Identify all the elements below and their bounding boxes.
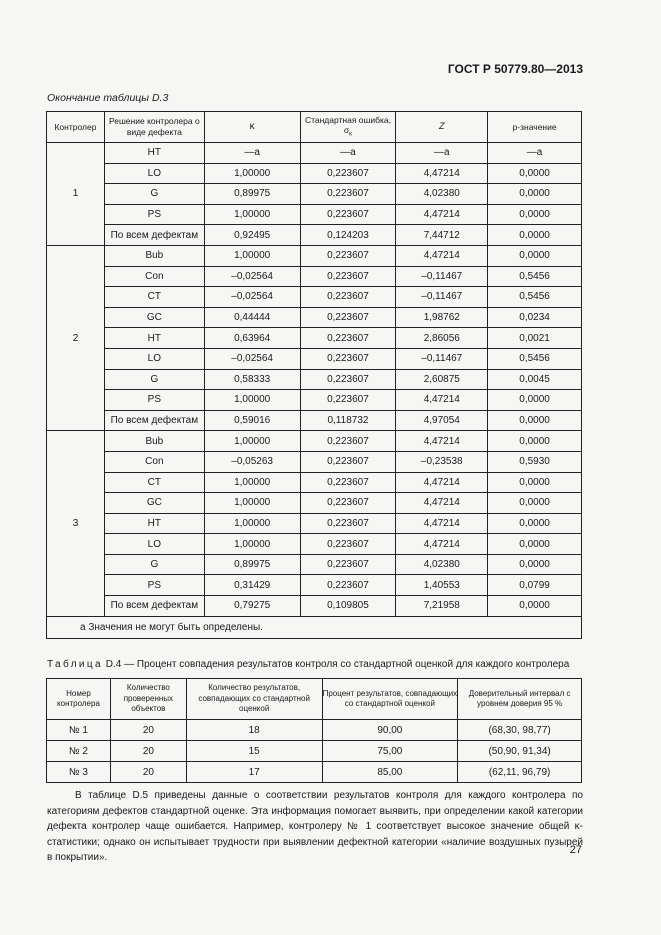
table-cell: LO	[104, 534, 204, 555]
header-decision: Решение контролера о виде дефекта	[104, 112, 204, 143]
table-cell: НТ	[104, 513, 204, 534]
table-cell: 0,223607	[300, 493, 396, 514]
table-cell: (62,11, 96,79)	[458, 762, 582, 783]
table-cell: 0,223607	[300, 472, 396, 493]
table-cell: 1,40553	[396, 575, 488, 596]
header-std-error-label: Стандартная ошибка, σ	[304, 114, 391, 136]
header-std-error-sub: κ	[349, 131, 353, 138]
table-row	[47, 472, 582, 493]
table-cell: 0,0000	[488, 596, 582, 617]
table-row	[47, 163, 582, 184]
table-row	[47, 741, 582, 762]
controller-cell: 3	[47, 431, 105, 616]
controller-cell: 2	[47, 245, 105, 430]
table-cell: 1,00000	[204, 163, 300, 184]
table-cell: –0,02564	[204, 266, 300, 287]
table-cell: 0,44444	[204, 307, 300, 328]
table-cell: 0,0000	[488, 534, 582, 555]
table-cell: 0,0045	[488, 369, 582, 390]
table-cell: 75,00	[322, 741, 458, 762]
paragraph-text: В таблице D.5 приведены данные о соответствии результатов контроля для каждого контролера по категориям дефектов стандартной оценке. Эта информация помогает выявить, при определении какой категории дефекта контролер чаще ошибается. Например, контролеру № 1 соответствует высокое значение общей κ-статистики; однако он испытывает трудности при выявлении дефектной категории «наличие воздушных пузырей в покрытии».	[47, 790, 583, 863]
table4-header-row	[47, 679, 582, 720]
table-row	[47, 369, 582, 390]
table3-caption: Окончание таблицы D.3	[47, 92, 169, 104]
table-cell: 0,0000	[488, 184, 582, 205]
table-cell: 1,00000	[204, 493, 300, 514]
table-cell: 0,5456	[488, 266, 582, 287]
table-cell: 2,60875	[396, 369, 488, 390]
table-cell: –0,02564	[204, 348, 300, 369]
table-cell: 0,223607	[300, 245, 396, 266]
table-cell: 0,109805	[300, 596, 396, 617]
table-cell: –0,11467	[396, 266, 488, 287]
table-cell: 7,21958	[396, 596, 488, 617]
table-cell: 0,223607	[300, 451, 396, 472]
table-cell: 0,0000	[488, 554, 582, 575]
table-row	[47, 410, 582, 431]
table-cell: 1,00000	[204, 431, 300, 452]
table-row	[47, 762, 582, 783]
table-d3	[46, 111, 582, 639]
table-cell: 0,92495	[204, 225, 300, 246]
table-cell: 0,0234	[488, 307, 582, 328]
table-cell: 20	[110, 741, 186, 762]
table-cell: 0,0000	[488, 493, 582, 514]
table-cell: № 2	[47, 741, 111, 762]
table-cell: 0,58333	[204, 369, 300, 390]
table-cell: 0,223607	[300, 266, 396, 287]
table-cell: Con	[104, 451, 204, 472]
table4-caption-text: D.4 — Процент совпадения результатов контроля со стандартной оценкой для каждого контролера	[105, 659, 570, 670]
table-cell: 0,223607	[300, 348, 396, 369]
table-row	[47, 513, 582, 534]
table-cell: —а	[300, 143, 396, 164]
table-cell: 0,223607	[300, 307, 396, 328]
table4-caption-label: Таблица	[47, 659, 104, 670]
t4-header-count: Количество проверенных объектов	[110, 679, 186, 720]
table-cell: 4,47214	[396, 472, 488, 493]
table-cell: 0,79275	[204, 596, 300, 617]
t4-header-percent: Процент результатов, совпадающих со стандартной оценкой	[322, 679, 458, 720]
table-cell: По всем дефектам	[104, 225, 204, 246]
table-cell: № 1	[47, 720, 111, 741]
table-cell: 4,47214	[396, 534, 488, 555]
table-cell: 0,0000	[488, 431, 582, 452]
t4-header-matches: Количество результатов, совпадающих со стандартной оценкой	[186, 679, 322, 720]
table-cell: —а	[488, 143, 582, 164]
t4-header-interval: Доверительный интервал с уровнем доверия 95 %	[458, 679, 582, 720]
table-cell: 18	[186, 720, 322, 741]
table-cell: По всем дефектам	[104, 410, 204, 431]
table-cell: 90,00	[322, 720, 458, 741]
page-number: 27	[569, 844, 582, 856]
table-cell: 0,124203	[300, 225, 396, 246]
table3-footnote-row	[47, 616, 582, 638]
table-cell: GC	[104, 493, 204, 514]
body-paragraph	[47, 788, 583, 866]
table-cell: 1,00000	[204, 472, 300, 493]
table-cell: 0,223607	[300, 287, 396, 308]
table-cell: G	[104, 184, 204, 205]
table-row	[47, 720, 582, 741]
table-cell: 20	[110, 762, 186, 783]
table-cell: 0,0000	[488, 163, 582, 184]
table-cell: 0,223607	[300, 431, 396, 452]
table-cell: CT	[104, 287, 204, 308]
table-cell: 4,47214	[396, 245, 488, 266]
table-row	[47, 245, 582, 266]
header-kappa: κ	[204, 112, 300, 143]
table-row	[47, 266, 582, 287]
table-cell: По всем дефектам	[104, 596, 204, 617]
table-cell: 0,223607	[300, 554, 396, 575]
table-cell: CT	[104, 472, 204, 493]
table-row	[47, 431, 582, 452]
table-cell: 4,47214	[396, 163, 488, 184]
header-p-value: р-значение	[488, 112, 582, 143]
table-row	[47, 451, 582, 472]
table-cell: LO	[104, 163, 204, 184]
document-id: ГОСТ Р 50779.80—2013	[447, 62, 583, 76]
table-cell: –0,02564	[204, 287, 300, 308]
table-row	[47, 554, 582, 575]
controller-cell: 1	[47, 143, 105, 246]
table-row	[47, 534, 582, 555]
table-cell: 20	[110, 720, 186, 741]
table-cell: 0,0000	[488, 245, 582, 266]
table-cell: 0,223607	[300, 513, 396, 534]
table-cell: 0,0000	[488, 390, 582, 411]
table3-footnote: а Значения не могут быть определены.	[47, 616, 582, 638]
table-cell: 0,89975	[204, 184, 300, 205]
table-row	[47, 493, 582, 514]
table-cell: 4,47214	[396, 493, 488, 514]
table-cell: 0,59016	[204, 410, 300, 431]
table-cell: 0,89975	[204, 554, 300, 575]
table-cell: 0,5456	[488, 287, 582, 308]
table-cell: 0,0799	[488, 575, 582, 596]
table-cell: 17	[186, 762, 322, 783]
table-cell: 0,223607	[300, 163, 396, 184]
table-cell: –0,05263	[204, 451, 300, 472]
table-cell: 1,00000	[204, 534, 300, 555]
table-cell: 0,5456	[488, 348, 582, 369]
table-row	[47, 390, 582, 411]
table-cell: 4,47214	[396, 513, 488, 534]
t4-header-number: Номер контролера	[47, 679, 111, 720]
table-cell: Con	[104, 266, 204, 287]
header-std-error	[300, 112, 396, 143]
table-cell: 0,63964	[204, 328, 300, 349]
header-z: Z	[396, 112, 488, 143]
table-cell: (50,90, 91,34)	[458, 741, 582, 762]
table-cell: 1,00000	[204, 390, 300, 411]
table-cell: 1,00000	[204, 513, 300, 534]
table-cell: 85,00	[322, 762, 458, 783]
table-cell: G	[104, 554, 204, 575]
table-cell: PS	[104, 204, 204, 225]
table3-header-row	[47, 112, 582, 143]
table-cell: № 3	[47, 762, 111, 783]
table-cell: Bub	[104, 245, 204, 266]
table-cell: НТ	[104, 143, 204, 164]
table-row	[47, 225, 582, 246]
table-cell: —а	[204, 143, 300, 164]
table-cell: 0,0000	[488, 225, 582, 246]
table-row	[47, 348, 582, 369]
table-cell: 15	[186, 741, 322, 762]
table-cell: –0,11467	[396, 287, 488, 308]
table-cell: 0,0000	[488, 410, 582, 431]
table-cell: 4,02380	[396, 554, 488, 575]
table-cell: 4,47214	[396, 431, 488, 452]
table4-caption	[47, 659, 569, 670]
table-cell: 4,02380	[396, 184, 488, 205]
table-row	[47, 328, 582, 349]
table-cell: GC	[104, 307, 204, 328]
table-cell: 0,223607	[300, 204, 396, 225]
table-cell: (68,30, 98,77)	[458, 720, 582, 741]
table-cell: 2,86056	[396, 328, 488, 349]
table-d4	[46, 678, 582, 783]
table-row	[47, 307, 582, 328]
table-cell: 0,223607	[300, 184, 396, 205]
table-cell: 1,00000	[204, 245, 300, 266]
table-cell: 0,223607	[300, 390, 396, 411]
table-cell: 4,47214	[396, 390, 488, 411]
table-cell: —а	[396, 143, 488, 164]
table-cell: 7,44712	[396, 225, 488, 246]
table-cell: LO	[104, 348, 204, 369]
table-cell: 0,223607	[300, 575, 396, 596]
table-cell: 0,0021	[488, 328, 582, 349]
table-row	[47, 184, 582, 205]
table-row	[47, 287, 582, 308]
table-cell: 0,0000	[488, 472, 582, 493]
table-cell: 0,223607	[300, 534, 396, 555]
header-controller: Контролер	[47, 112, 105, 143]
table-row	[47, 143, 582, 164]
table-cell: 0,118732	[300, 410, 396, 431]
table-cell: PS	[104, 575, 204, 596]
table-cell: 4,97054	[396, 410, 488, 431]
table-cell: G	[104, 369, 204, 390]
table-cell: –0,11467	[396, 348, 488, 369]
table-cell: 0,31429	[204, 575, 300, 596]
table-cell: 0,0000	[488, 513, 582, 534]
table-cell: –0,23538	[396, 451, 488, 472]
table-row	[47, 204, 582, 225]
table-row	[47, 575, 582, 596]
table-cell: 0,223607	[300, 369, 396, 390]
table-cell: PS	[104, 390, 204, 411]
table-cell: 0,5930	[488, 451, 582, 472]
table-cell: 0,223607	[300, 328, 396, 349]
table-cell: 1,98762	[396, 307, 488, 328]
table-cell: Bub	[104, 431, 204, 452]
table-row	[47, 596, 582, 617]
table-cell: 1,00000	[204, 204, 300, 225]
table-cell: НТ	[104, 328, 204, 349]
table-cell: 4,47214	[396, 204, 488, 225]
table-cell: 0,0000	[488, 204, 582, 225]
